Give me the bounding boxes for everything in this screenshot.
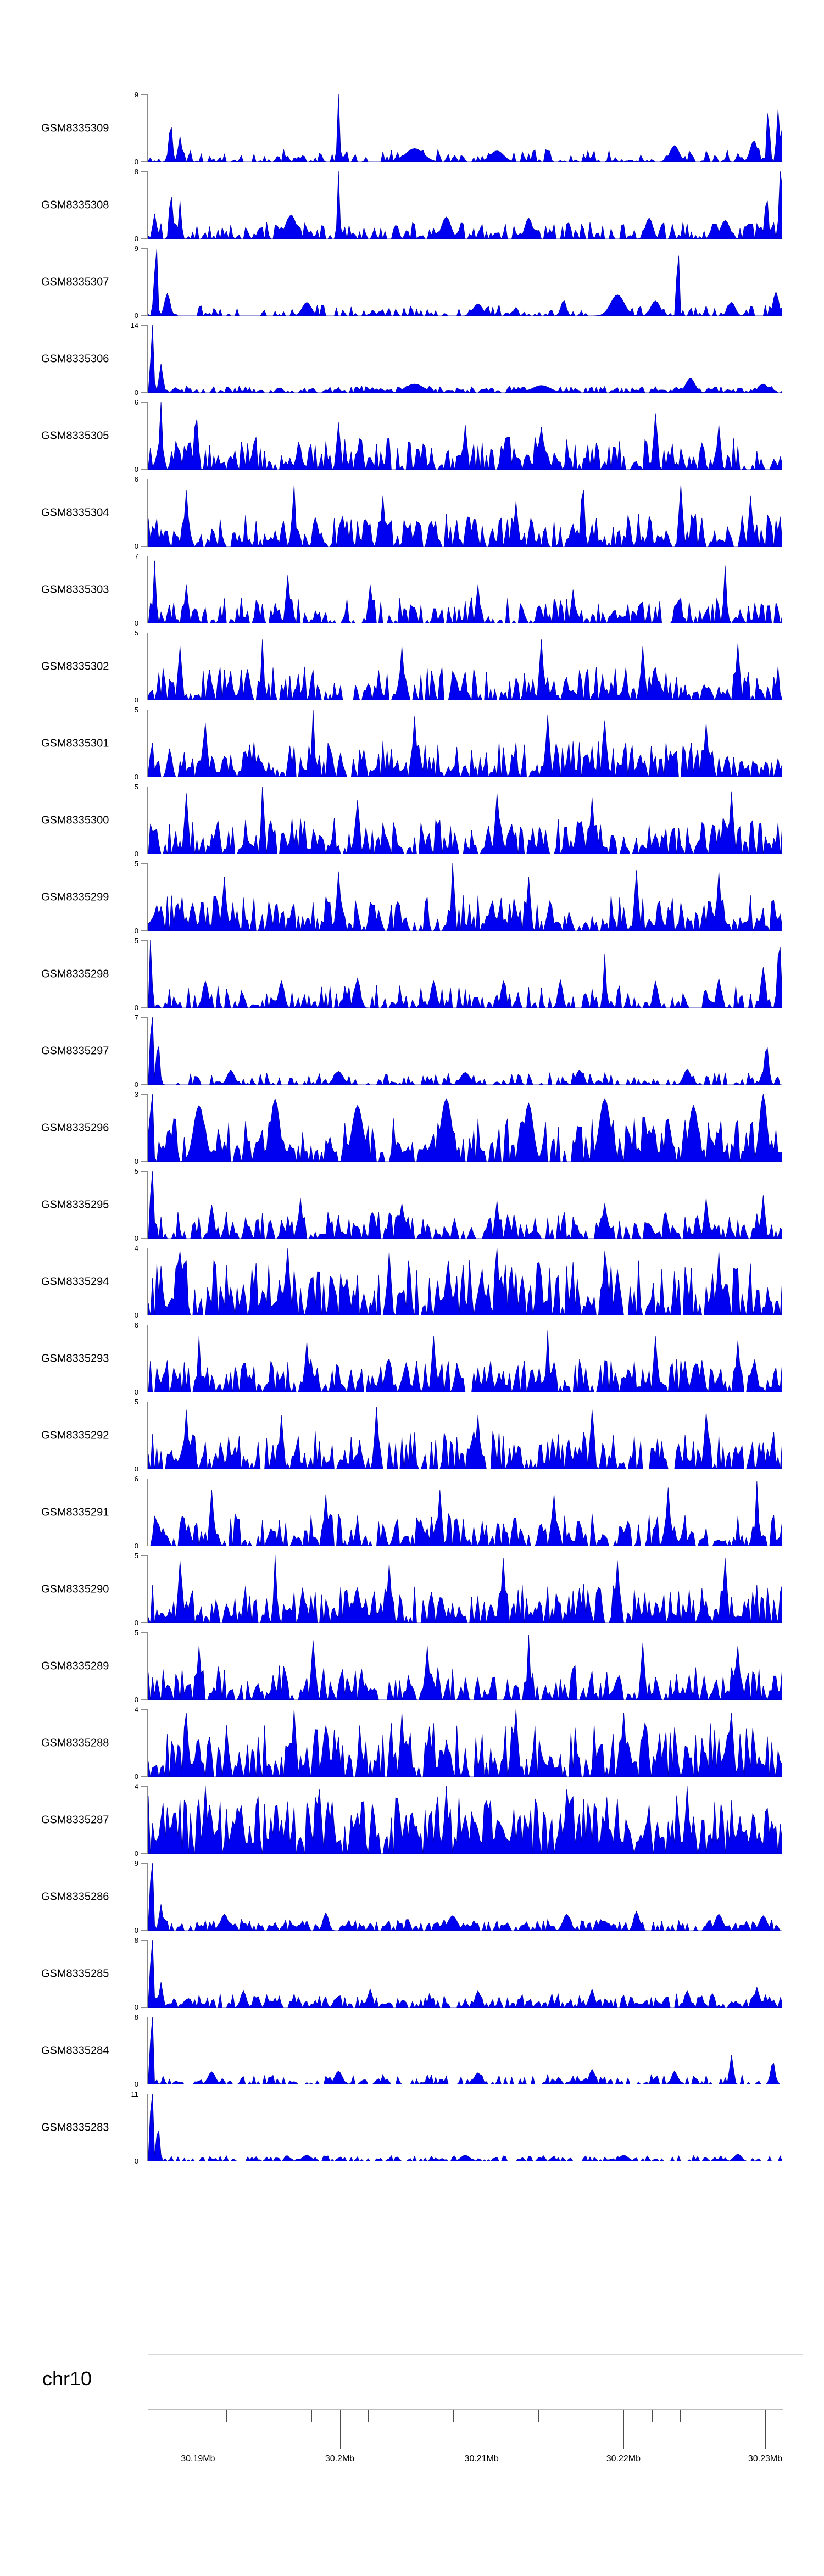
yaxis-line bbox=[147, 863, 148, 931]
yaxis-line bbox=[147, 1940, 148, 2008]
yaxis-tick bbox=[141, 546, 147, 547]
track-row-GSM8335290 bbox=[0, 1552, 824, 1627]
yaxis-max-label: 3 bbox=[134, 1090, 138, 1099]
yaxis-line bbox=[147, 1171, 148, 1239]
yaxis-zero-label: 0 bbox=[134, 235, 138, 243]
yaxis-max-label: 9 bbox=[134, 1859, 138, 1867]
yaxis-max-label: 5 bbox=[134, 936, 138, 945]
yaxis-zero-label: 0 bbox=[134, 2157, 138, 2165]
axis-tick-label: 30.21Mb bbox=[464, 2454, 499, 2463]
signal-area-chart bbox=[148, 633, 782, 700]
yaxis-tick bbox=[141, 315, 147, 316]
yaxis-line bbox=[147, 479, 148, 547]
yaxis-max-label: 5 bbox=[134, 1398, 138, 1406]
track-label: GSM8335303 bbox=[41, 583, 109, 595]
yaxis-tick bbox=[141, 1238, 147, 1239]
yaxis-zero-label: 0 bbox=[134, 1003, 138, 1012]
yaxis-tick bbox=[141, 930, 147, 931]
yaxis-zero-label: 0 bbox=[134, 465, 138, 473]
yaxis-tick bbox=[141, 940, 147, 941]
yaxis-zero-label: 0 bbox=[134, 927, 138, 935]
track-row-GSM8335303 bbox=[0, 552, 824, 627]
signal-area-chart bbox=[148, 479, 782, 547]
axis-tick-label: 30.2Mb bbox=[325, 2454, 355, 2463]
yaxis-tick bbox=[141, 2007, 147, 2008]
yaxis-line bbox=[147, 1863, 148, 1931]
signal-area-chart bbox=[148, 1863, 782, 1931]
track-row-GSM8335294 bbox=[0, 1244, 824, 1319]
axis-minor-tick bbox=[368, 2410, 369, 2422]
yaxis-tick bbox=[141, 863, 147, 864]
yaxis-line bbox=[147, 2017, 148, 2084]
yaxis-tick bbox=[141, 1555, 147, 1556]
track-label: GSM8335287 bbox=[41, 1814, 109, 1826]
signal-area-chart bbox=[148, 1017, 782, 1085]
track-row-GSM8335284 bbox=[0, 2013, 824, 2088]
yaxis-line bbox=[147, 1709, 148, 1777]
yaxis-tick bbox=[141, 469, 147, 470]
track-row-GSM8335283 bbox=[0, 2090, 824, 2165]
track-row-GSM8335305 bbox=[0, 398, 824, 473]
yaxis-tick bbox=[141, 1863, 147, 1864]
yaxis-line bbox=[147, 171, 148, 239]
yaxis-line bbox=[147, 1479, 148, 1546]
track-row-GSM8335296 bbox=[0, 1090, 824, 1166]
yaxis-zero-label: 0 bbox=[134, 158, 138, 166]
yaxis-tick bbox=[141, 392, 147, 393]
signal-area-chart bbox=[148, 1786, 782, 1854]
signal-area-chart bbox=[148, 1555, 782, 1623]
track-label: GSM8335285 bbox=[41, 1967, 109, 1980]
axis-minor-tick bbox=[311, 2410, 312, 2422]
yaxis-zero-label: 0 bbox=[134, 1926, 138, 1934]
yaxis-max-label: 4 bbox=[134, 1244, 138, 1252]
axis-minor-tick bbox=[538, 2410, 539, 2422]
signal-area-chart bbox=[148, 1479, 782, 1546]
track-label: GSM8335293 bbox=[41, 1352, 109, 1364]
yaxis-zero-label: 0 bbox=[134, 1696, 138, 1704]
track-row-GSM8335293 bbox=[0, 1321, 824, 1396]
yaxis-line bbox=[147, 1402, 148, 1469]
track-label: GSM8335289 bbox=[41, 1660, 109, 1672]
yaxis-max-label: 8 bbox=[134, 2013, 138, 2021]
signal-area-chart bbox=[148, 787, 782, 854]
track-label: GSM8335308 bbox=[41, 199, 109, 211]
yaxis-tick bbox=[141, 1161, 147, 1162]
yaxis-max-label: 5 bbox=[134, 629, 138, 637]
yaxis-zero-label: 0 bbox=[134, 1619, 138, 1627]
yaxis-tick bbox=[141, 1940, 147, 1941]
yaxis-line bbox=[147, 1017, 148, 1085]
signal-area-chart bbox=[148, 248, 782, 316]
track-label: GSM8335291 bbox=[41, 1506, 109, 1518]
track-row-GSM8335307 bbox=[0, 244, 824, 320]
yaxis-max-label: 9 bbox=[134, 244, 138, 253]
track-label: GSM8335299 bbox=[41, 891, 109, 903]
track-label: GSM8335298 bbox=[41, 968, 109, 980]
yaxis-max-label: 11 bbox=[131, 2090, 138, 2098]
signal-area-chart bbox=[148, 1171, 782, 1239]
track-row-GSM8335297 bbox=[0, 1013, 824, 1089]
track-row-GSM8335287 bbox=[0, 1782, 824, 1858]
track-row-GSM8335299 bbox=[0, 860, 824, 935]
signal-area-chart bbox=[148, 1940, 782, 2008]
yaxis-max-label: 4 bbox=[134, 1705, 138, 1714]
signal-area-chart bbox=[148, 556, 782, 623]
axis-minor-tick bbox=[652, 2410, 653, 2422]
yaxis-tick bbox=[141, 1017, 147, 1018]
yaxis-tick bbox=[141, 1171, 147, 1172]
yaxis-line bbox=[147, 710, 148, 777]
signal-area-chart bbox=[148, 2094, 782, 2161]
track-row-GSM8335309 bbox=[0, 91, 824, 166]
yaxis-tick bbox=[141, 171, 147, 172]
axis-minor-tick bbox=[453, 2410, 454, 2422]
track-label: GSM8335305 bbox=[41, 430, 109, 442]
yaxis-line bbox=[147, 556, 148, 623]
track-label: GSM8335300 bbox=[41, 814, 109, 826]
yaxis-tick bbox=[141, 1699, 147, 1700]
yaxis-tick bbox=[141, 94, 147, 95]
signal-area-chart bbox=[148, 940, 782, 1008]
yaxis-line bbox=[147, 402, 148, 470]
yaxis-zero-label: 0 bbox=[134, 1772, 138, 1781]
yaxis-zero-label: 0 bbox=[134, 696, 138, 704]
yaxis-tick bbox=[141, 1786, 147, 1787]
yaxis-max-label: 5 bbox=[134, 860, 138, 868]
yaxis-tick bbox=[141, 1709, 147, 1710]
signal-area-chart bbox=[148, 325, 782, 393]
yaxis-max-label: 8 bbox=[134, 1936, 138, 1944]
yaxis-tick bbox=[141, 1853, 147, 1854]
yaxis-line bbox=[147, 940, 148, 1008]
axis-minor-tick bbox=[680, 2410, 681, 2422]
signal-area-chart bbox=[148, 710, 782, 777]
track-label: GSM8335283 bbox=[41, 2121, 109, 2133]
track-label: GSM8335302 bbox=[41, 660, 109, 672]
yaxis-tick bbox=[141, 1084, 147, 1085]
yaxis-line bbox=[147, 94, 148, 162]
track-label: GSM8335307 bbox=[41, 276, 109, 288]
yaxis-line bbox=[147, 1632, 148, 1700]
yaxis-max-label: 5 bbox=[134, 1552, 138, 1560]
yaxis-max-label: 6 bbox=[134, 1475, 138, 1483]
yaxis-zero-label: 0 bbox=[134, 1311, 138, 1319]
yaxis-line bbox=[147, 787, 148, 854]
axis-tick-label: 30.19Mb bbox=[181, 2454, 215, 2463]
yaxis-zero-label: 0 bbox=[134, 1465, 138, 1473]
yaxis-zero-label: 0 bbox=[134, 773, 138, 781]
track-row-GSM8335308 bbox=[0, 168, 824, 243]
axis-major-tick bbox=[340, 2410, 341, 2449]
yaxis-max-label: 6 bbox=[134, 398, 138, 406]
signal-area-chart bbox=[148, 1632, 782, 1700]
yaxis-max-label: 8 bbox=[134, 168, 138, 176]
signal-area-chart bbox=[148, 2017, 782, 2084]
track-label: GSM8335306 bbox=[41, 353, 109, 365]
yaxis-tick bbox=[141, 325, 147, 326]
signal-area-chart bbox=[148, 402, 782, 470]
yaxis-max-label: 6 bbox=[134, 475, 138, 483]
yaxis-zero-label: 0 bbox=[134, 2080, 138, 2088]
yaxis-max-label: 5 bbox=[134, 1629, 138, 1637]
yaxis-line bbox=[147, 1786, 148, 1854]
axis-tick-label: 30.23Mb bbox=[748, 2454, 783, 2463]
yaxis-max-label: 14 bbox=[130, 321, 138, 330]
yaxis-tick bbox=[141, 1776, 147, 1777]
yaxis-zero-label: 0 bbox=[134, 1234, 138, 1242]
track-row-GSM8335295 bbox=[0, 1167, 824, 1242]
yaxis-zero-label: 0 bbox=[134, 1542, 138, 1550]
yaxis-zero-label: 0 bbox=[134, 850, 138, 858]
track-label: GSM8335292 bbox=[41, 1429, 109, 1441]
yaxis-max-label: 6 bbox=[134, 1321, 138, 1329]
yaxis-max-label: 5 bbox=[134, 1167, 138, 1175]
yaxis-max-label: 7 bbox=[134, 1013, 138, 1022]
axis-major-tick bbox=[623, 2410, 624, 2449]
track-row-GSM8335301 bbox=[0, 706, 824, 781]
track-row-GSM8335286 bbox=[0, 1859, 824, 1934]
yaxis-line bbox=[147, 1555, 148, 1623]
signal-area-chart bbox=[148, 1402, 782, 1469]
yaxis-line bbox=[147, 1094, 148, 1162]
track-row-GSM8335291 bbox=[0, 1475, 824, 1550]
yaxis-tick bbox=[141, 238, 147, 239]
yaxis-max-label: 5 bbox=[134, 783, 138, 791]
track-label: GSM8335284 bbox=[41, 2044, 109, 2056]
track-label: GSM8335296 bbox=[41, 1122, 109, 1134]
yaxis-line bbox=[147, 2094, 148, 2161]
track-label: GSM8335295 bbox=[41, 1198, 109, 1211]
yaxis-max-label: 7 bbox=[134, 552, 138, 560]
track-row-GSM8335298 bbox=[0, 936, 824, 1012]
track-row-GSM8335302 bbox=[0, 629, 824, 704]
yaxis-zero-label: 0 bbox=[134, 1080, 138, 1089]
signal-area-chart bbox=[148, 863, 782, 931]
yaxis-tick bbox=[141, 1632, 147, 1633]
track-label: GSM8335294 bbox=[41, 1275, 109, 1287]
yaxis-line bbox=[147, 325, 148, 393]
track-row-GSM8335304 bbox=[0, 475, 824, 550]
track-row-GSM8335289 bbox=[0, 1629, 824, 1704]
signal-area-chart bbox=[148, 1094, 782, 1162]
signal-area-chart bbox=[148, 171, 782, 239]
yaxis-tick bbox=[141, 1007, 147, 1008]
signal-area-chart bbox=[148, 1325, 782, 1392]
track-row-GSM8335288 bbox=[0, 1705, 824, 1781]
track-row-GSM8335292 bbox=[0, 1398, 824, 1473]
axis-minor-tick bbox=[226, 2410, 227, 2422]
yaxis-zero-label: 0 bbox=[134, 1157, 138, 1166]
yaxis-line bbox=[147, 1325, 148, 1392]
yaxis-tick bbox=[141, 248, 147, 249]
yaxis-zero-label: 0 bbox=[134, 1849, 138, 1858]
signal-area-chart bbox=[148, 1248, 782, 1315]
track-row-GSM8335285 bbox=[0, 1936, 824, 2011]
yaxis-zero-label: 0 bbox=[134, 388, 138, 397]
yaxis-zero-label: 0 bbox=[134, 2003, 138, 2011]
yaxis-line bbox=[147, 248, 148, 316]
yaxis-tick bbox=[141, 1094, 147, 1095]
yaxis-zero-label: 0 bbox=[134, 619, 138, 627]
yaxis-line bbox=[147, 1248, 148, 1315]
yaxis-tick bbox=[141, 1622, 147, 1623]
yaxis-line bbox=[147, 633, 148, 700]
yaxis-zero-label: 0 bbox=[134, 542, 138, 550]
yaxis-tick bbox=[141, 402, 147, 403]
ideogram-separator-line bbox=[148, 2354, 803, 2355]
signal-area-chart bbox=[148, 1709, 782, 1777]
track-label: GSM8335286 bbox=[41, 1891, 109, 1903]
yaxis-max-label: 9 bbox=[134, 91, 138, 99]
track-label: GSM8335290 bbox=[41, 1583, 109, 1595]
ruler-axis-line bbox=[148, 2409, 783, 2410]
track-row-GSM8335300 bbox=[0, 783, 824, 858]
yaxis-max-label: 5 bbox=[134, 706, 138, 714]
axis-tick-label: 30.22Mb bbox=[606, 2454, 641, 2463]
track-label: GSM8335301 bbox=[41, 737, 109, 749]
chromosome-label: chr10 bbox=[42, 2367, 92, 2390]
yaxis-zero-label: 0 bbox=[134, 1388, 138, 1396]
yaxis-tick bbox=[141, 161, 147, 162]
yaxis-zero-label: 0 bbox=[134, 311, 138, 320]
track-label: GSM8335304 bbox=[41, 506, 109, 518]
yaxis-max-label: 4 bbox=[134, 1782, 138, 1791]
track-label: GSM8335288 bbox=[41, 1737, 109, 1749]
track-label: GSM8335309 bbox=[41, 122, 109, 134]
track-label: GSM8335297 bbox=[41, 1045, 109, 1057]
track-row-GSM8335306 bbox=[0, 321, 824, 397]
signal-area-chart bbox=[148, 94, 782, 162]
axis-major-tick bbox=[765, 2410, 766, 2449]
yaxis-tick bbox=[141, 1930, 147, 1931]
